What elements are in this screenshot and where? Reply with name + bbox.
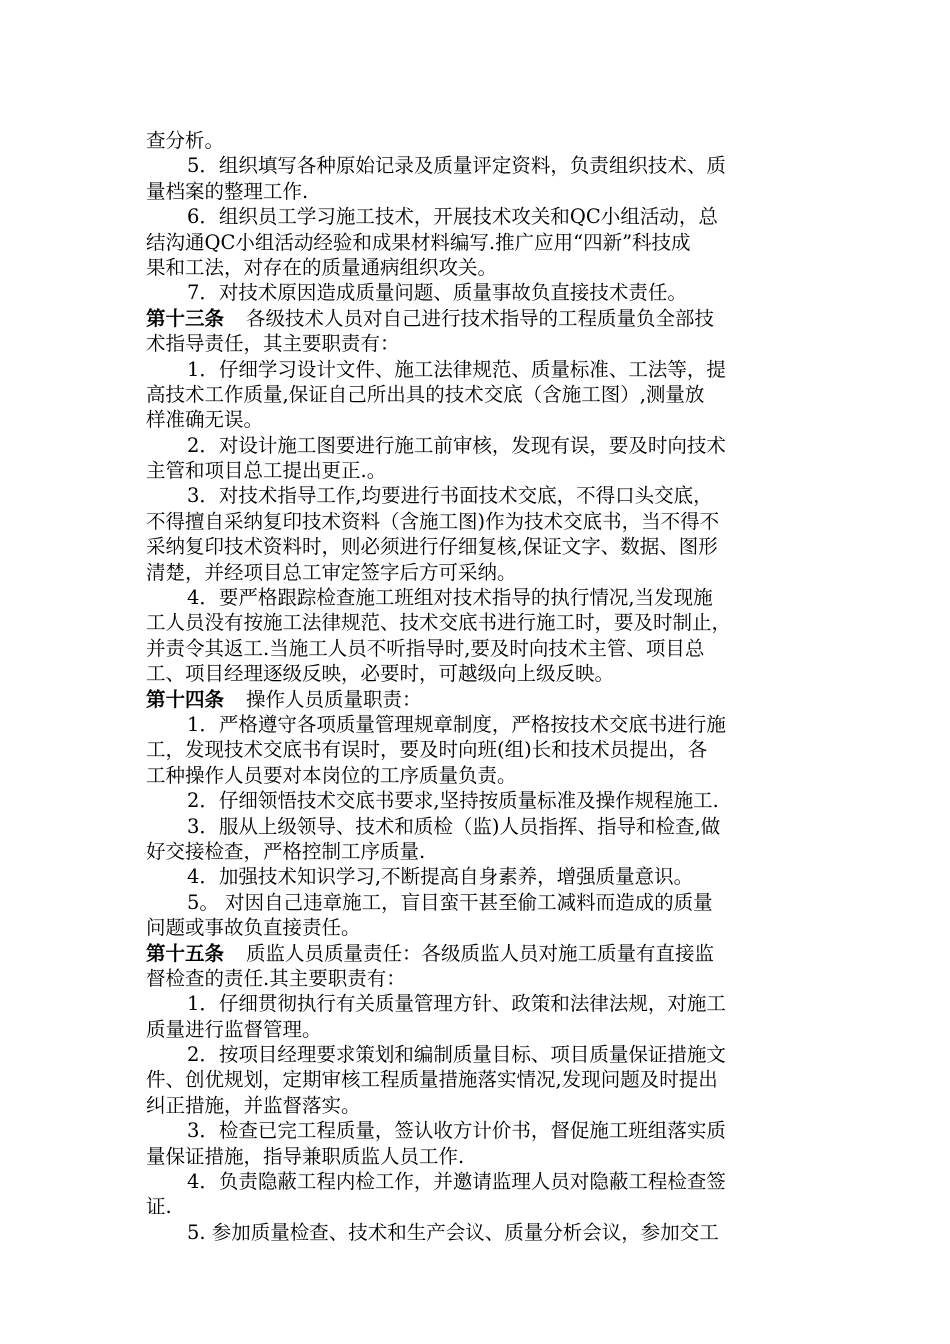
text-line: 证. [146,1195,172,1219]
text-line: 5。 对因自己违章施工，盲目蛮干甚至偷工减料而造成的质量 [187,890,713,914]
text-line: 3．服从上级领导、技术和质检（监)人员指挥、指导和检查,做 [187,814,721,838]
text-line: 4．加强技术知识学习,不断提高自身素养，增强质量意识。 [187,865,694,889]
article-line [146,687,818,712]
text-line: 高技术工作质量,保证自己所出具的技术交底（含施工图）,测量放 [146,382,705,406]
text-line: 不得擅自采纳复印技术资料（含施工图)作为技术交底书，当不得不 [146,509,720,533]
text-line: 术指导责任，其主要职责有： [146,332,400,356]
text-line: 4．负责隐蔽工程内检工作，并邀请监理人员对隐蔽工程检查签 [187,1170,726,1194]
article-heading: 第十五条 [146,941,225,965]
text-line: 采纳复印技术资料时，则必须进行仔细复核,保证文字、数据、图形 [146,535,718,559]
article-heading: 第十三条 [146,306,225,330]
text-line: 督检查的责任.其主要职责有： [146,966,406,990]
text-line: 3．对技术指导工作,均要进行书面技术交底，不得口头交底， [187,484,713,508]
text-line: 并责令其返工.当施工人员不听指导时,要及时向技术主管、项目总 [146,636,705,660]
text-line: 3．检查已完工程质量，签认收方计价书，督促施工班组落实质 [187,1119,726,1143]
text-line: 结沟通QC小组活动经验和成果材料编写.推广应用“四新”科技成 [146,230,691,254]
text-line: 查分析。 [146,129,225,152]
text-line: 工人员没有按施工法律规范、技术交底书进行施工时，要及时制止， [146,611,732,635]
text-line: 5. 参加质量检查、技术和生产会议、质量分析会议，参加交工 [187,1220,719,1244]
text-line: 量保证措施，指导兼职质监人员工作. [146,1144,465,1168]
text-line: 纠正措施，并监督落实。 [146,1093,361,1117]
article-text: 质监人员质量责任：各级质监人员对施工质量有直接监 [246,941,715,965]
article-text: 各级技术人员对自己进行技术指导的工程质量负全部技 [246,306,715,330]
text-line: 1．严格遵守各项质量管理规章制度，严格按技术交底书进行施 [187,712,726,736]
text-line: 1．仔细学习设计文件、施工法律规范、质量标准、工法等，提 [187,357,726,381]
text-line: 7．对技术原因造成质量问题、质量事故负直接技术责任。 [187,281,687,305]
text-line: 果和工法，对存在的质量通病组织攻关。 [146,255,498,279]
text-line: 2．仔细领悟技术交底书要求,坚持按质量标准及操作规程施工. [187,789,719,813]
text-line: 主管和项目总工提出更正.。 [146,459,387,483]
text-line: 件、创优规划，定期审核工程质量措施落实情况,发现问题及时提出 [146,1068,718,1092]
text-line: 好交接检查，严格控制工序质量. [146,839,426,863]
article-line [146,941,818,966]
text-line: 质量进行监督管理。 [146,1017,322,1041]
document-page [146,128,818,1245]
article-text: 操作人员质量职责： [246,687,422,711]
text-line: 2．按项目经理要求策划和编制质量目标、项目质量保证措施文 [187,1043,726,1067]
text-line: 工、项目经理逐级反映，必要时，可越级向上级反映。 [146,662,615,686]
text-line: 5．组织填写各种原始记录及质量评定资料，负责组织技术、质 [187,154,726,178]
text-line: 清楚，并经项目总工审定签字后方可采纳。 [146,560,517,584]
text-line: 4．要严格跟踪检查施工班组对技术指导的执行情况,当发现施 [187,586,713,610]
text-line: 2．对设计施工图要进行施工前审核，发现有误，要及时向技术 [187,433,726,457]
text-line: 工种操作人员要对本岗位的工序质量负责。 [146,763,517,787]
text-line: 6．组织员工学习施工技术，开展技术攻关和QC小组活动，总 [187,205,718,229]
text-line: 量档案的整理工作. [146,179,309,203]
article-heading: 第十四条 [146,687,225,711]
text-line: 样准确无误。 [146,408,264,432]
text-line: 工，发现技术交底书有误时，要及时向班(组)长和技术员提出，各 [146,738,708,762]
text-line: 问题或事故负直接责任。 [146,916,361,940]
article-line [146,306,818,331]
text-line: 1．仔细贯彻执行有关质量管理方针、政策和法律法规，对施工 [187,992,726,1016]
